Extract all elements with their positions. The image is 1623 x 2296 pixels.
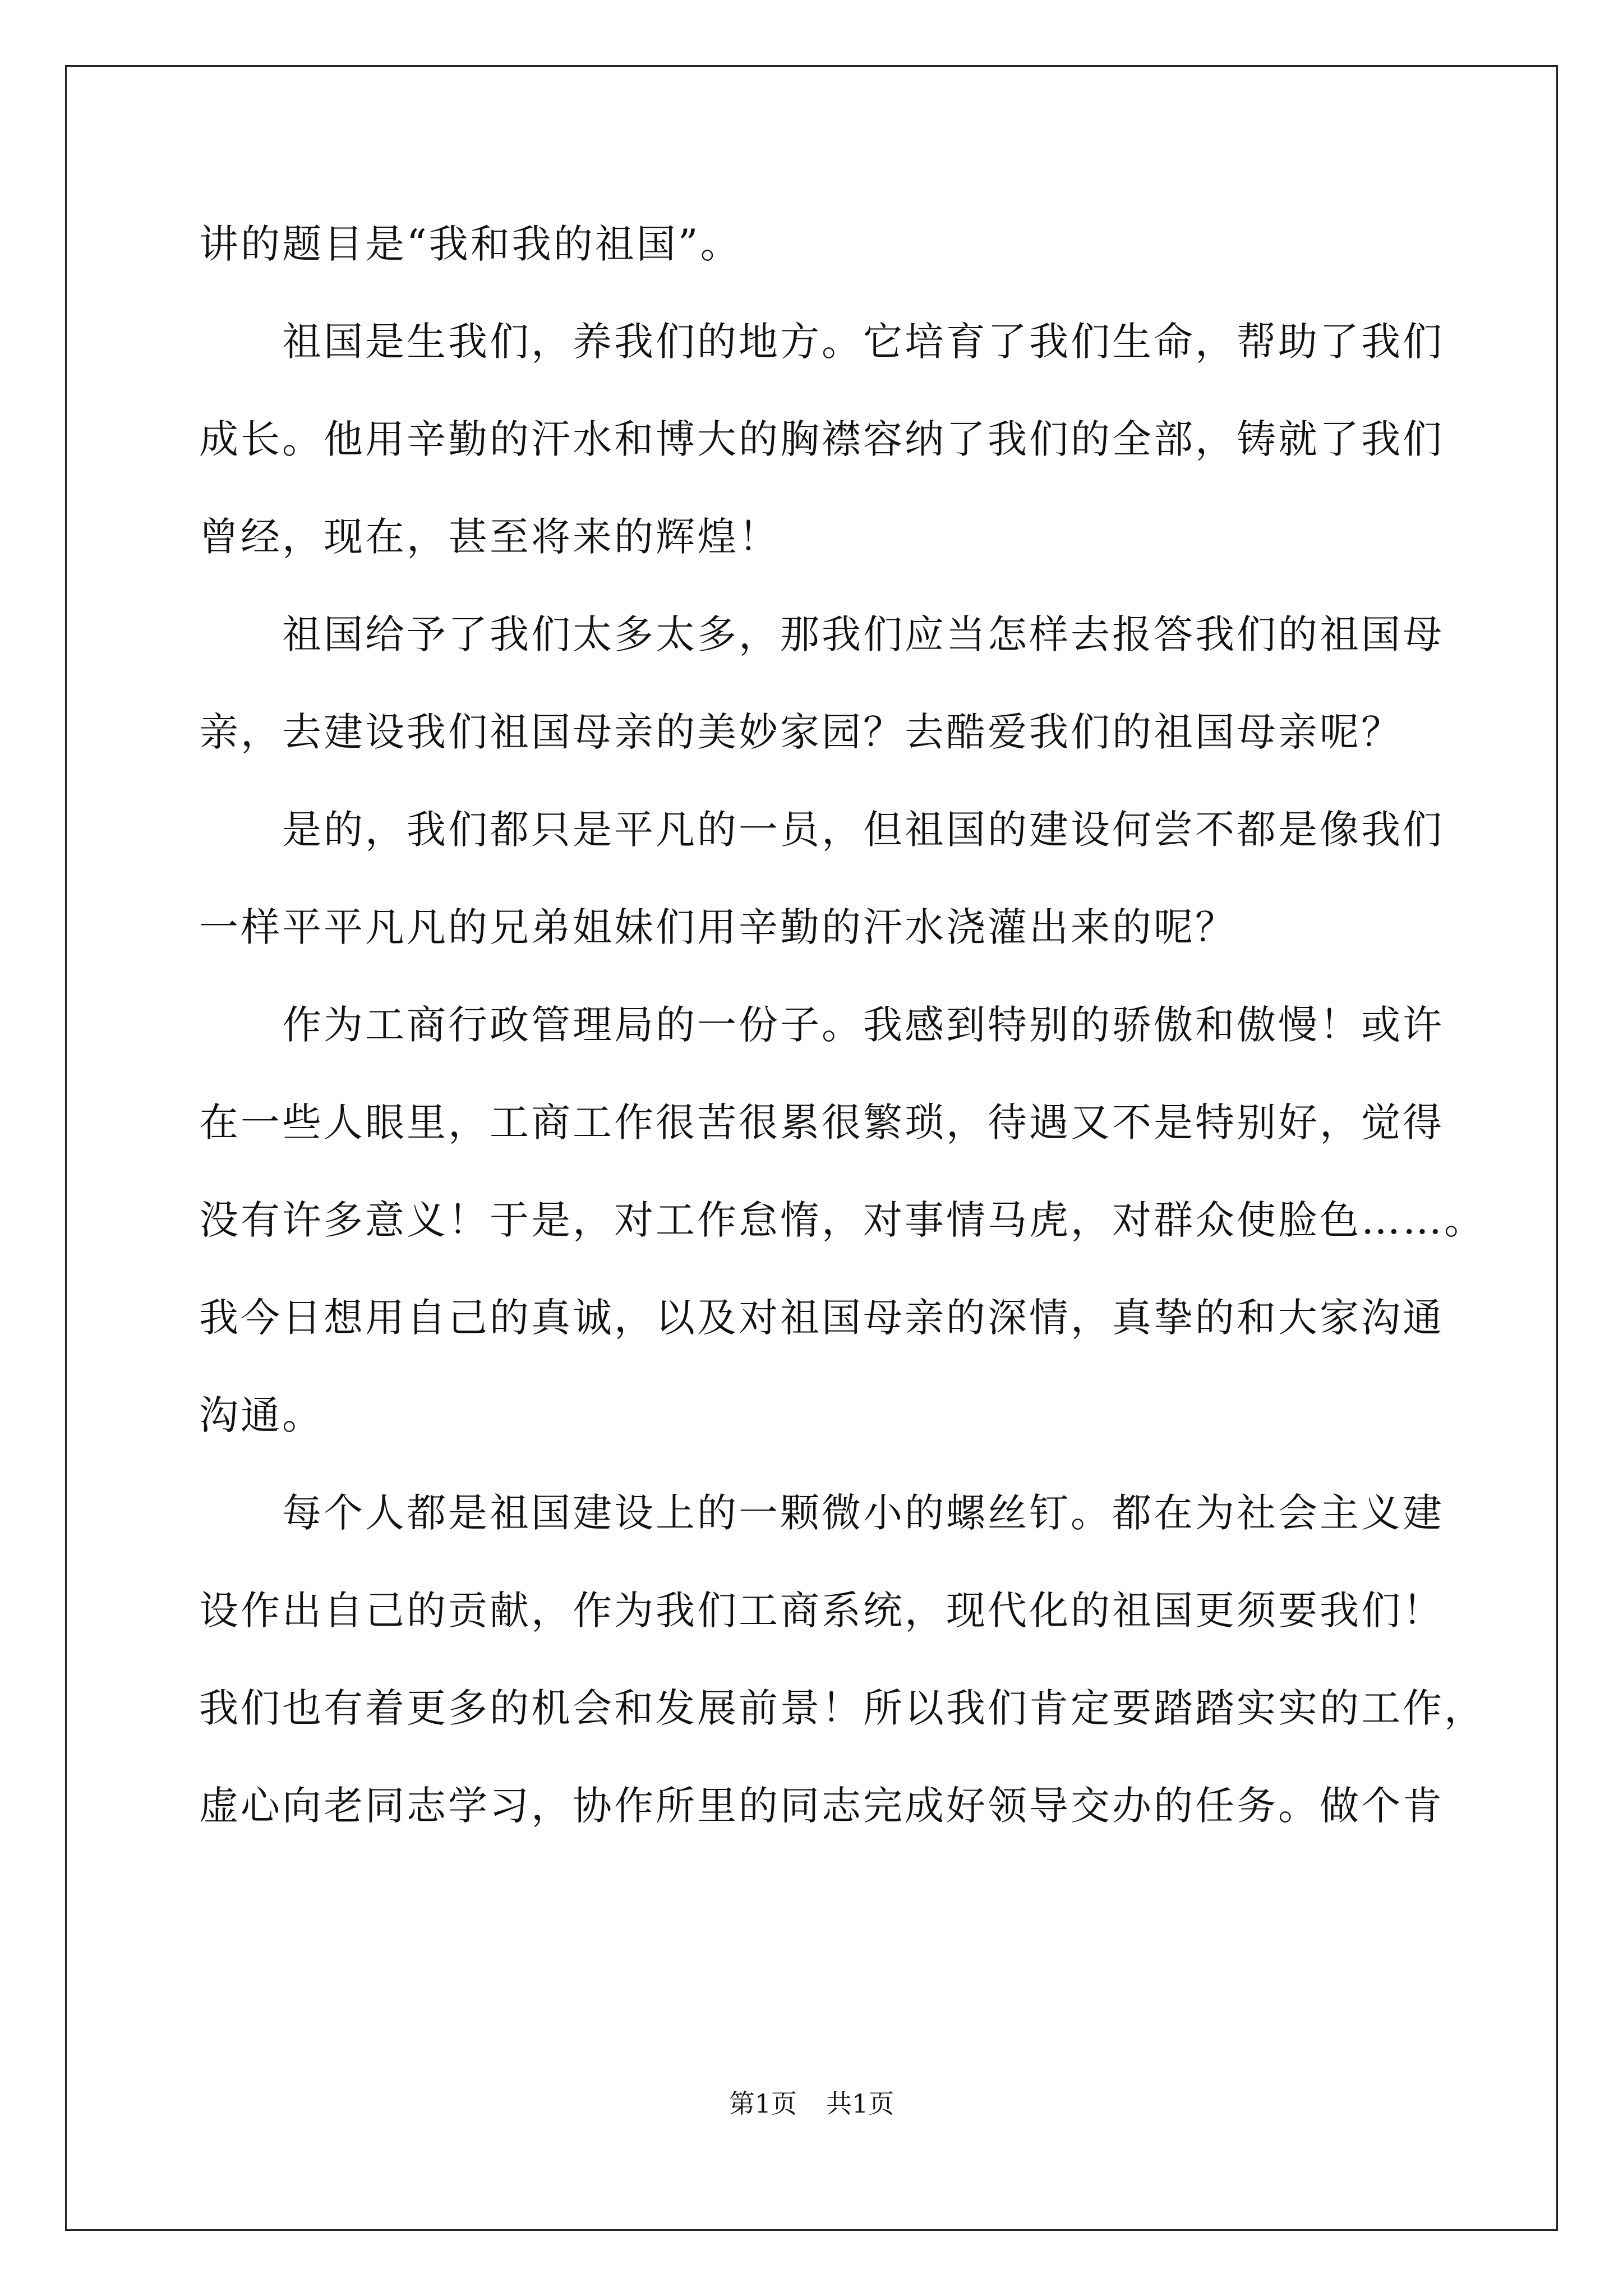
text-line: 祖国给予了我们太多太多，那我们应当怎样去报答我们的祖国母 bbox=[282, 611, 1444, 657]
text-line: 设作出自己的贡献，作为我们工商系统，现代化的祖国更须要我们！ bbox=[199, 1588, 1444, 1634]
text-line: 沟通。 bbox=[199, 1392, 324, 1438]
text-line: 我们也有着更多的机会和发展前景！所以我们肯定要踏踏实实的工作， bbox=[199, 1685, 1486, 1731]
text-line: 虚心向老同志学习，协作所里的同志完成好领导交办的任务。做个肯 bbox=[199, 1783, 1444, 1829]
page-number-total: 共1页 bbox=[826, 2088, 895, 2119]
document-body bbox=[199, 205, 1486, 1864]
text-line: 是的，我们都只是平凡的一员，但祖国的建设何尝不都是像我们 bbox=[282, 807, 1444, 853]
text-line: 一样平平凡凡的兄弟姐妹们用辛勤的汗水浇灌出来的呢？ bbox=[199, 904, 1237, 950]
text-line: 我今日想用自己的真诚，以及对祖国母亲的深情，真挚的和大家沟通 bbox=[199, 1295, 1444, 1341]
page-number-current: 第1页 bbox=[728, 2088, 797, 2119]
text-line: 每个人都是祖国建设上的一颗微小的螺丝钉。都在为社会主义建 bbox=[282, 1490, 1444, 1536]
page-footer bbox=[0, 2087, 1623, 2120]
text-line: 在一些人眼里，工商工作很苦很累很繁琐，待遇又不是特别好，觉得 bbox=[199, 1099, 1444, 1145]
text-line: 作为工商行政管理局的一份子。我感到特别的骄傲和傲慢！或许 bbox=[282, 1002, 1444, 1048]
text-line: 成长。他用辛勤的汗水和博大的胸襟容纳了我们的全部，铸就了我们 bbox=[199, 416, 1444, 462]
text-line: 讲的题目是“我和我的祖国”。 bbox=[199, 221, 742, 267]
text-line: 祖国是生我们，养我们的地方。它培育了我们生命，帮助了我们 bbox=[282, 319, 1444, 365]
text-line: 曾经，现在，甚至将来的辉煌！ bbox=[199, 514, 780, 560]
text-line: 没有许多意义！于是，对工作怠惰，对事情马虎，对群众使脸色……。 bbox=[199, 1197, 1486, 1243]
text-line: 亲，去建设我们祖国母亲的美妙家园？去酷爱我们的祖国母亲呢？ bbox=[199, 709, 1403, 755]
